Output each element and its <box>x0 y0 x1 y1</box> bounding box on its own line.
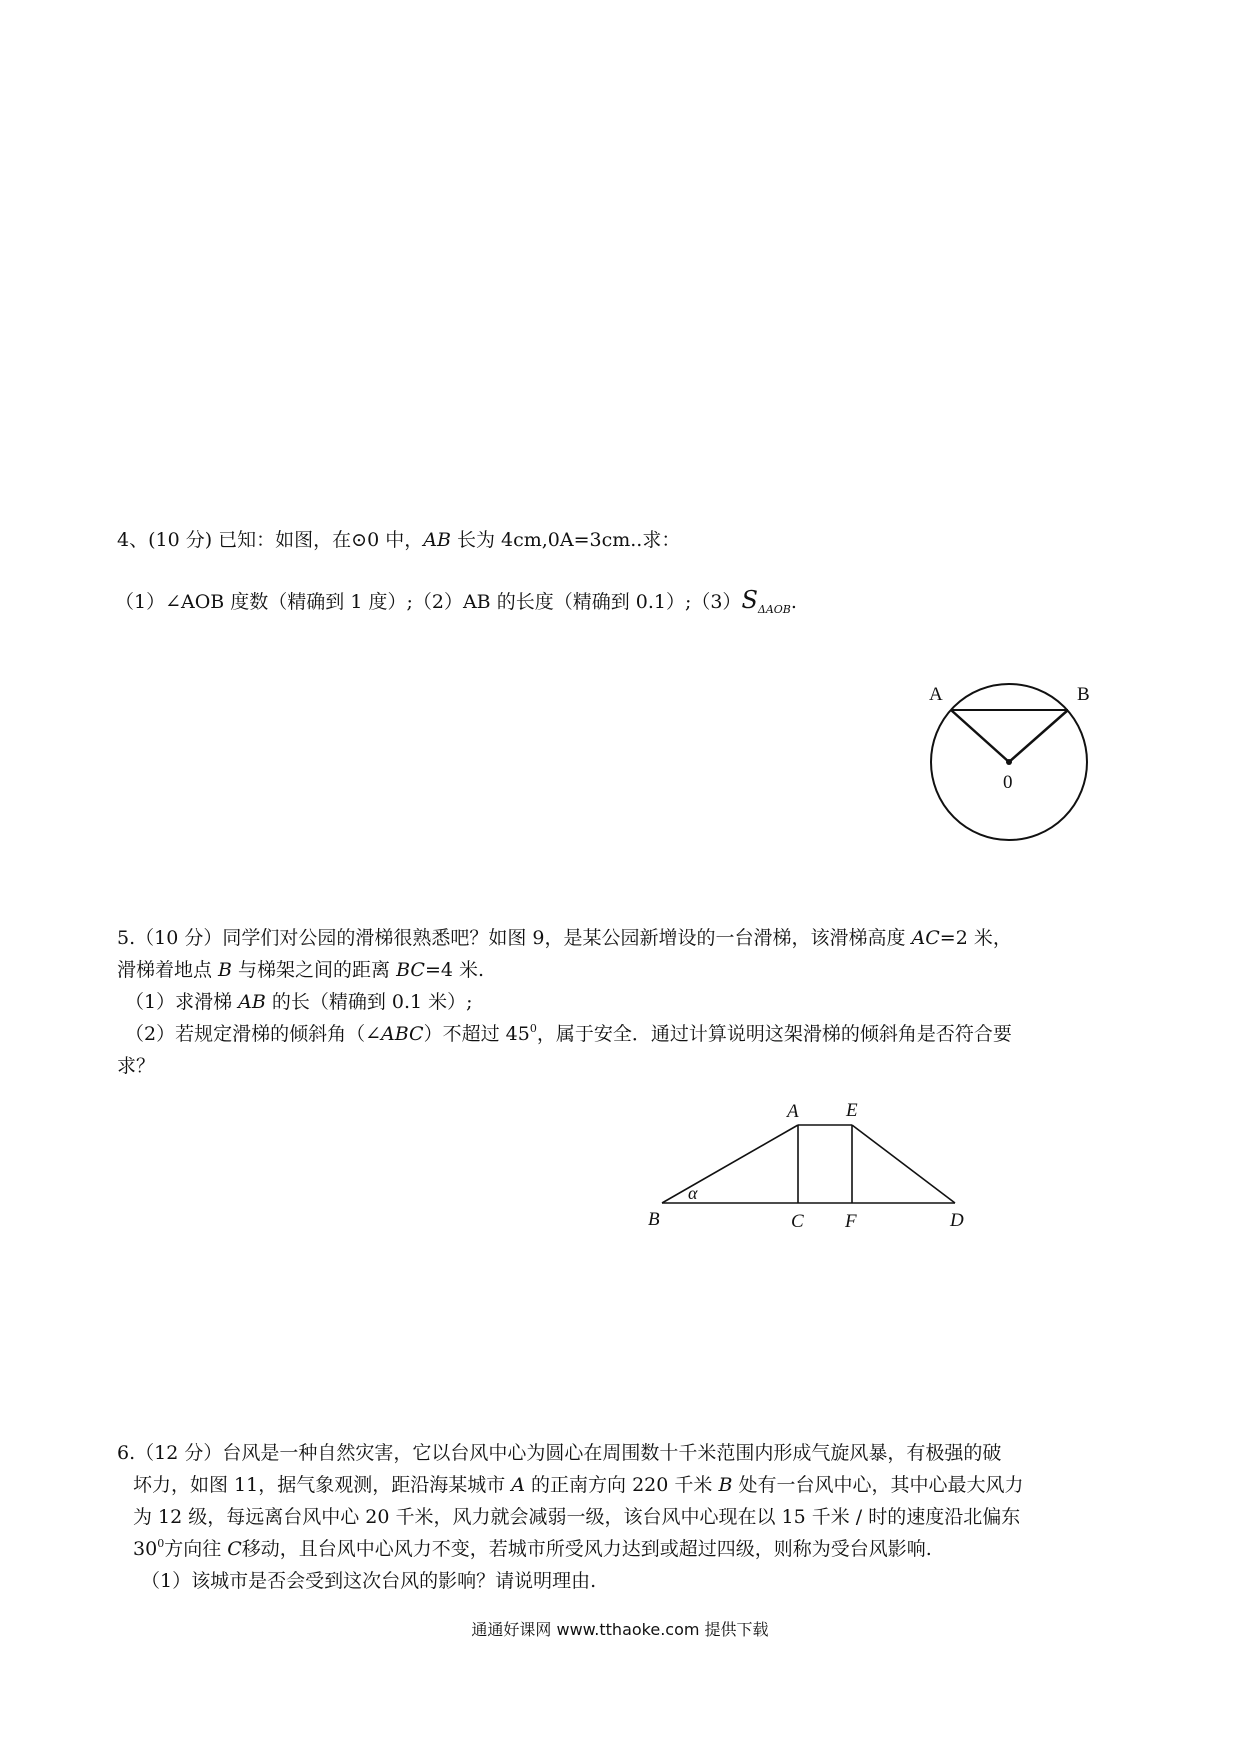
q4-s-subscript: ΔAOB <box>757 603 791 616</box>
q5-line2-b-var: B <box>218 959 233 981</box>
q5-label-f: F <box>845 1211 857 1232</box>
q5-line3-a: （1）求滑梯 <box>125 991 239 1013</box>
q4-line1-ab: AB <box>423 529 451 551</box>
q6-line2-c: 处有一台风中心，其中心最大风力 <box>732 1474 1024 1496</box>
q6-line-1 <box>117 1441 1001 1465</box>
q4-radius-oa <box>951 710 1009 762</box>
q4-line1-prefix: 4、(10 分) 已知：如图，在⊙0 中， <box>117 529 424 551</box>
q5-line-4 <box>125 1022 1012 1046</box>
q6-line1-text: 6.（12 分）台风是一种自然灾害，它以台风中心为圆心在周围数十千米范围内形成气旋风暴，有极强的破 <box>117 1442 1002 1464</box>
q5-segment-ba <box>662 1125 798 1203</box>
q4-line-1 <box>117 528 680 552</box>
q4-s-symbol: S <box>741 586 758 614</box>
q5-line3-b: 的长（精确到 0.1 米）; <box>265 991 473 1013</box>
q5-line-2 <box>117 958 484 982</box>
q4-circle-figure <box>905 660 1145 880</box>
q5-label-b: B <box>648 1209 660 1230</box>
q5-line2-a: 滑梯着地点 <box>117 959 219 981</box>
q5-line4-b: ）不超过 45 <box>423 1023 530 1045</box>
q5-line-3 <box>125 990 473 1014</box>
q5-line2-b: 与梯架之间的距离 <box>232 959 397 981</box>
q5-label-e: E <box>846 1100 858 1121</box>
q5-line4-degree: 0 <box>529 1022 537 1035</box>
q4-radius-ob <box>1009 710 1068 762</box>
q5-line-1 <box>117 926 1012 950</box>
q5-label-d: D <box>950 1210 964 1231</box>
q6-line-2 <box>133 1473 1023 1497</box>
q5-line1-ac: AC <box>911 927 940 949</box>
q4-label-o: 0 <box>1003 772 1013 793</box>
q6-line5-text: （1）该城市是否会受到这次台风的影响？请说明理由. <box>141 1570 597 1592</box>
q6-line3-text: 为 12 级，每远离台风中心 20 千米，风力就会减弱一级，该台风中心现在以 15 千米 / 时的速度沿北偏东 <box>133 1506 1021 1528</box>
q4-line2-end: . <box>790 591 797 613</box>
q6-line4-b: 方向往 <box>164 1538 228 1560</box>
q5-line4-a: （2）若规定滑梯的倾斜角（∠ <box>125 1023 382 1045</box>
q5-line4-c: ，属于安全．通过计算说明这架滑梯的倾斜角是否符合要 <box>536 1023 1012 1045</box>
q5-line2-c: =4 米. <box>424 959 485 981</box>
q5-line3-ab: AB <box>238 991 266 1013</box>
q4-line-2 <box>115 588 797 622</box>
page-footer: 通通好课网 www.tthaoke.com 提供下载 <box>471 1620 769 1639</box>
q5-label-a: A <box>787 1101 799 1122</box>
q5-slide-figure <box>640 1095 980 1240</box>
q5-line5-text: 求？ <box>117 1055 156 1077</box>
q6-line4-c-var: C <box>227 1538 242 1560</box>
q6-line2-a: 坏力，如图 11，据气象观测，距沿海某城市 <box>133 1474 512 1496</box>
q6-line2-a-var: A <box>511 1474 525 1496</box>
q5-line2-bc: BC <box>396 959 425 981</box>
q5-line-5 <box>117 1054 155 1078</box>
q6-line4-degree: 0 <box>157 1537 165 1550</box>
q5-line1-b: =2 米， <box>939 927 1012 949</box>
q4-line1-suffix: 长为 4cm,0A=3cm..求： <box>450 529 681 551</box>
q5-label-c: C <box>791 1211 804 1232</box>
q4-center-point <box>1006 759 1012 765</box>
q5-line1-a: 5.（10 分）同学们对公园的滑梯很熟悉吧？如图 9，是某公园新增设的一台滑梯，该滑梯高度 <box>117 927 912 949</box>
q5-label-alpha: α <box>688 1183 698 1203</box>
q6-line-4 <box>133 1537 932 1561</box>
q6-line-5 <box>141 1569 596 1593</box>
q4-line2-s <box>741 586 790 614</box>
q5-segment-ed <box>852 1125 955 1203</box>
q4-label-a: A <box>929 684 943 705</box>
q4-label-b: B <box>1077 684 1090 705</box>
q6-line2-b-var: B <box>718 1474 733 1496</box>
q6-line-3 <box>133 1505 1020 1529</box>
q6-line2-b: 的正南方向 220 千米 <box>525 1474 719 1496</box>
q6-line4-a: 30 <box>133 1538 158 1560</box>
q6-line4-c: 移动，且台风中心风力不变，若城市所受风力达到或超过四级，则称为受台风影响. <box>241 1538 932 1560</box>
q5-line4-abc: ABC <box>381 1023 424 1045</box>
q4-line2-text: （1）∠AOB 度数（精确到 1 度）;（2）AB 的长度（精确到 0.1）;（3） <box>115 591 742 613</box>
